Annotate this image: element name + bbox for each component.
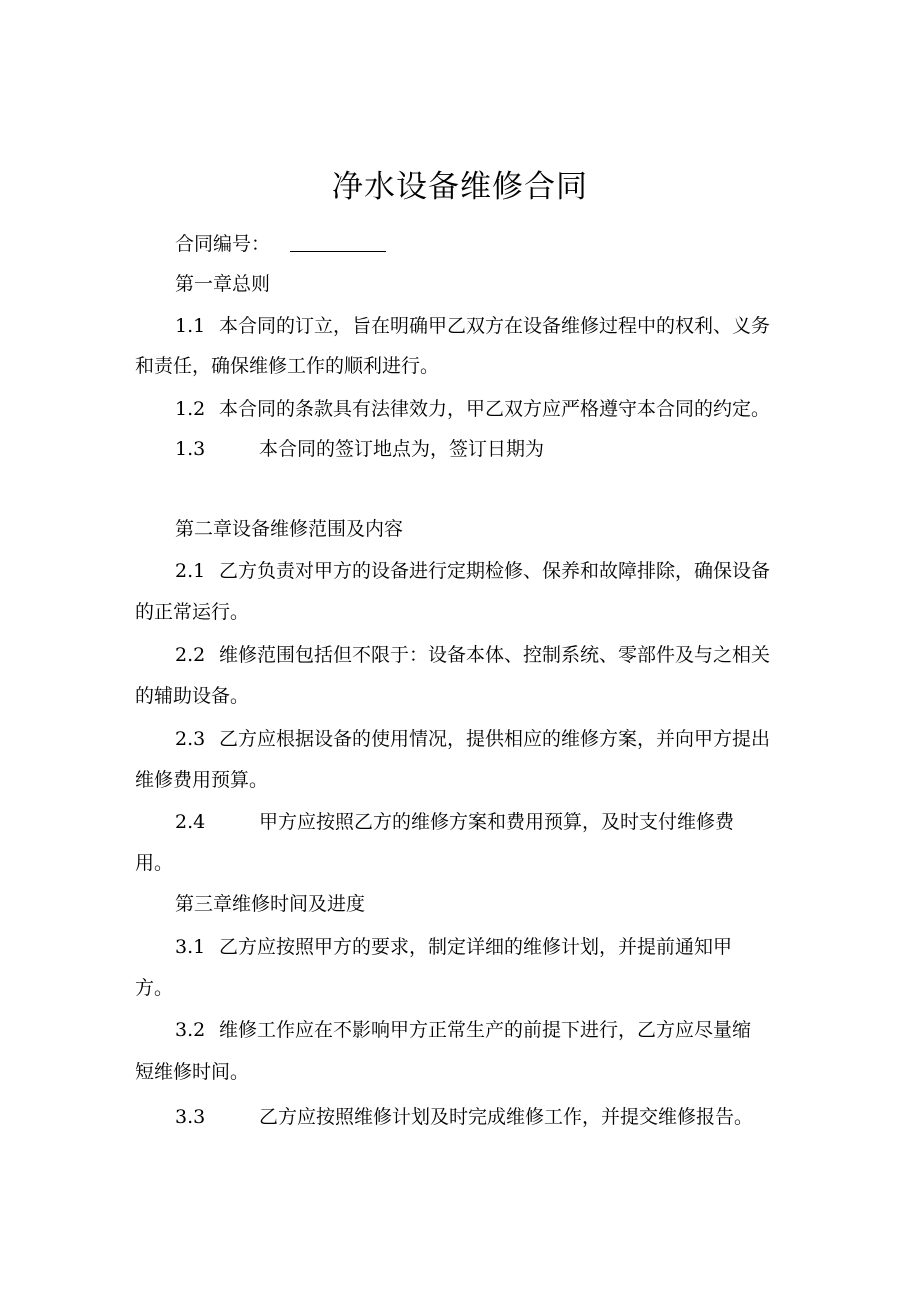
clause-number: 2.1 bbox=[175, 560, 206, 582]
clause-number: 3.1 bbox=[175, 936, 206, 958]
clause-2-3-continued: 维修费用预算。 bbox=[135, 769, 269, 791]
clause-number: 3.3 bbox=[175, 1106, 206, 1128]
contract-number-label: 合同编号： bbox=[175, 233, 271, 255]
clause-2-1-continued: 的正常运行。 bbox=[135, 601, 250, 623]
clause-number: 1.3 bbox=[175, 438, 206, 460]
clause-number: 2.3 bbox=[175, 728, 206, 750]
clause-2-4-continued: 用。 bbox=[135, 852, 174, 874]
clause-2-2-continued: 的辅助设备。 bbox=[135, 685, 250, 707]
clause-number: 3.2 bbox=[175, 1019, 206, 1041]
clause-2-4 bbox=[175, 808, 734, 836]
chapter-3-heading: 第三章维修时间及进度 bbox=[175, 893, 366, 915]
clause-3-1-continued: 方。 bbox=[135, 977, 174, 999]
clause-text: 乙方应按照维修计划及时完成维修工作，并提交维修报告。 bbox=[259, 1106, 754, 1128]
clause-1-3 bbox=[175, 435, 544, 463]
contract-number-blank bbox=[290, 231, 386, 252]
clause-text: 维修范围包括但不限于：设备本体、控制系统、零部件及与之相关 bbox=[219, 644, 771, 666]
clause-text: 乙方应按照甲方的要求，制定详细的维修计划，并提前通知甲 bbox=[219, 936, 733, 958]
clause-1-2 bbox=[175, 395, 770, 423]
chapter-1-heading: 第一章总则 bbox=[175, 273, 271, 295]
clause-text: 甲方应按照乙方的维修方案和费用预算，及时支付维修费 bbox=[259, 811, 735, 833]
clause-1-1 bbox=[175, 312, 770, 340]
clause-1-1-continued: 和责任，确保维修工作的顺利进行。 bbox=[135, 355, 440, 377]
clause-2-2 bbox=[175, 641, 770, 669]
clause-text: 乙方负责对甲方的设备进行定期检修、保养和故障排除，确保设备 bbox=[219, 560, 771, 582]
clause-number: 1.2 bbox=[175, 398, 206, 420]
clause-text: 本合同的订立，旨在明确甲乙双方在设备维修过程中的权利、义务 bbox=[219, 315, 771, 337]
clause-text: 维修工作应在不影响甲方正常生产的前提下进行，乙方应尽量缩 bbox=[219, 1019, 752, 1041]
clause-number: 2.2 bbox=[175, 644, 206, 666]
clause-text: 本合同的条款具有法律效力，甲乙双方应严格遵守本合同的约定。 bbox=[219, 398, 771, 420]
clause-number: 1.1 bbox=[175, 315, 206, 337]
chapter-2-heading: 第二章设备维修范围及内容 bbox=[175, 518, 404, 540]
clause-text: 本合同的签订地点为，签订日期为 bbox=[259, 438, 545, 460]
clause-2-1 bbox=[175, 557, 770, 585]
clause-3-2-continued: 短维修时间。 bbox=[135, 1061, 250, 1083]
clause-3-3 bbox=[175, 1103, 753, 1131]
page-title: 净水设备维修合同 bbox=[332, 169, 588, 205]
clause-3-1 bbox=[175, 933, 732, 961]
clause-3-2 bbox=[175, 1016, 751, 1044]
clause-text: 乙方应根据设备的使用情况，提供相应的维修方案，并向甲方提出 bbox=[219, 728, 771, 750]
clause-2-3 bbox=[175, 725, 770, 753]
clause-number: 2.4 bbox=[175, 811, 206, 833]
contract-number-row bbox=[175, 230, 386, 258]
